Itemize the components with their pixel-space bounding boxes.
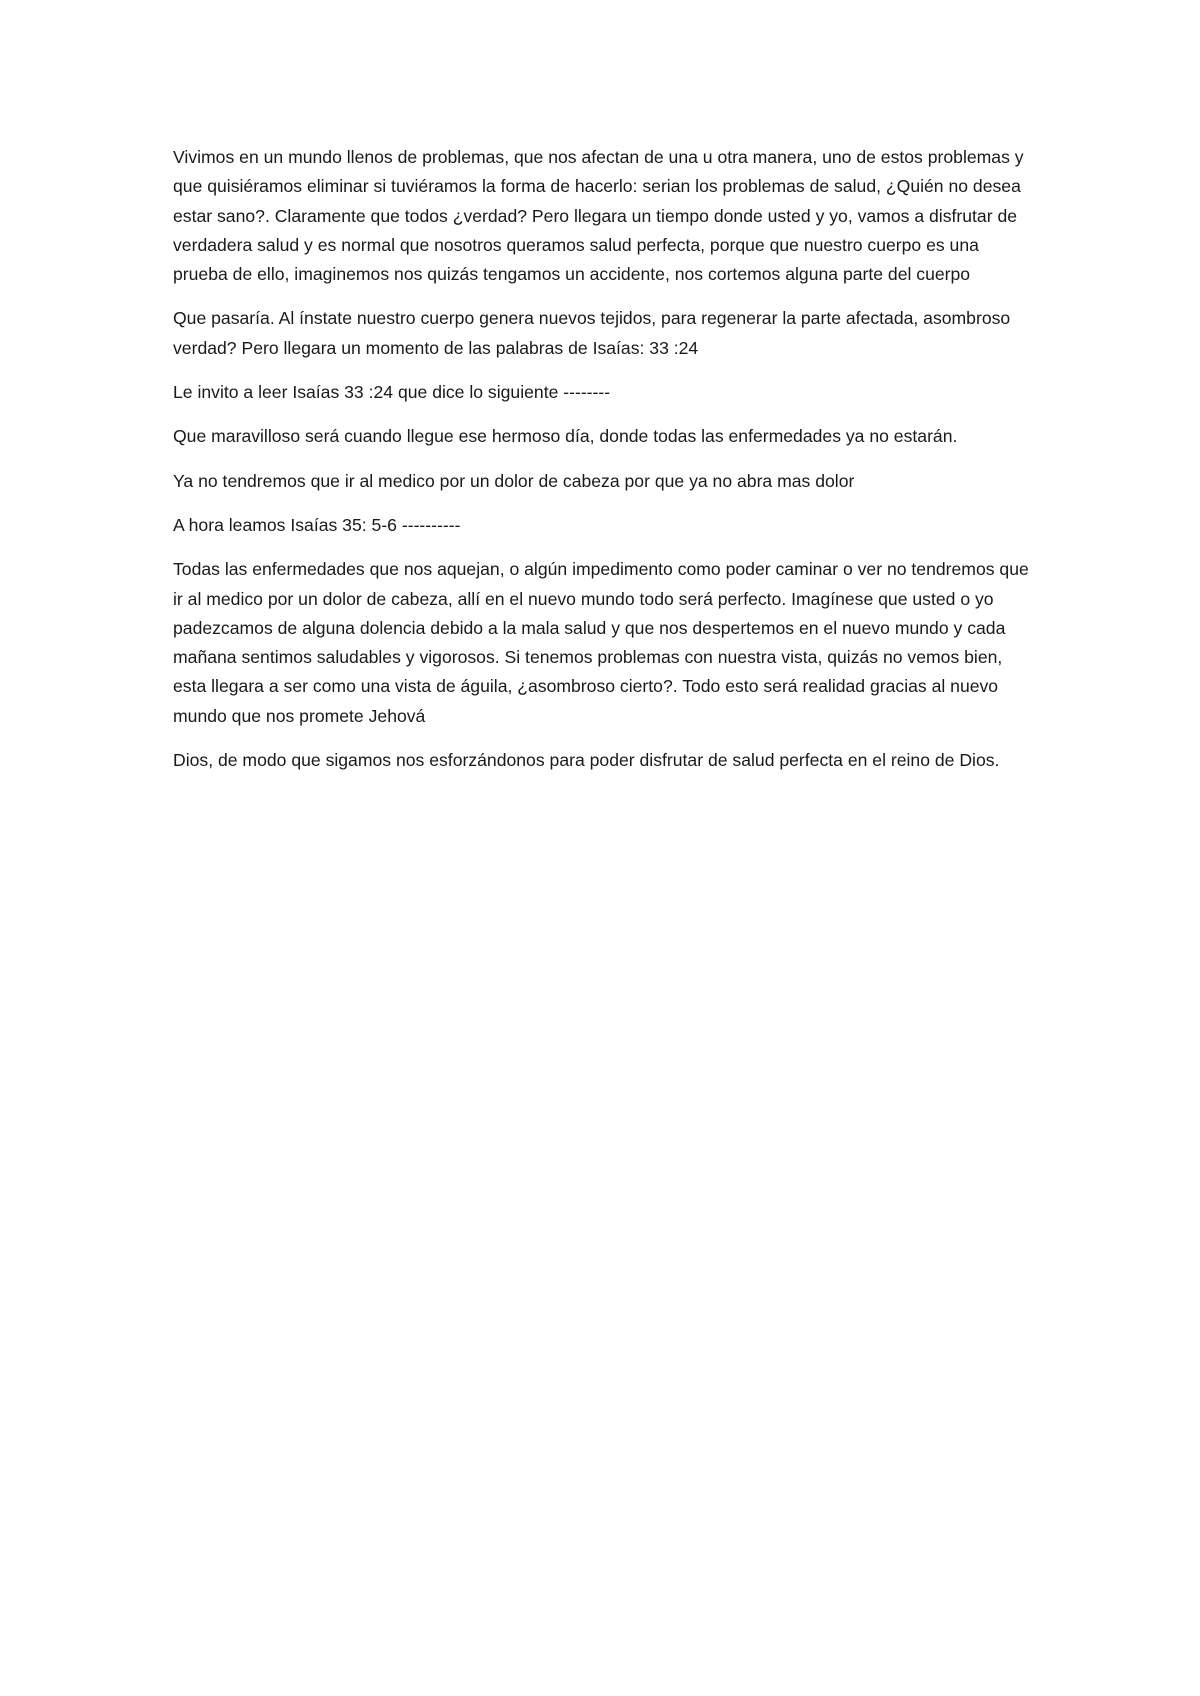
paragraph-3: Le invito a leer Isaías 33 :24 que dice lo siguiente -------- [173, 382, 611, 403]
document-body [173, 143, 1035, 790]
paragraph-7: Todas las enfermedades que nos aquejan, o algún impedimento como poder caminar o ver no tendremos que ir al medico por un dolor de cabeza, allí en el nuevo mundo todo será perfecto. Imagínese que usted o yo padezcamos de alguna dolencia debido a la mala salud y que nos despertemos en el nuevo mundo y cada mañana sentimos saludables y vigorosos. Si tenemos problemas con nuestra vista, quizás no vemos bien, esta llegara a ser como una vista de águila, ¿asombroso cierto?. Todo esto será realidad gracias al nuevo mundo que nos promete Jehová [173, 559, 1029, 726]
paragraph-8: Dios, de modo que sigamos nos esforzándonos para poder disfrutar de salud perfecta en el reino de Dios. [173, 750, 1000, 771]
paragraph-6: A hora leamos Isaías 35: 5-6 ---------- [173, 514, 461, 535]
paragraph-2: Que pasaría. Al ínstate nuestro cuerpo genera nuevos tejidos, para regenerar la parte afectada, asombroso verdad? Pero llegara un momento de las palabras de Isaías: 33 :24 [173, 308, 1011, 358]
paragraph-5: Ya no tendremos que ir al medico por un dolor de cabeza por que ya no abra mas dolor [173, 470, 855, 491]
paragraph-1: Vivimos en un mundo llenos de problemas, que nos afectan de una u otra manera, uno de estos problemas y que quisiéramos eliminar si tuviéramos la forma de hacerlo: serian los problemas de salud, ¿Quién no desea estar sano?. Claramente que todos ¿verdad? Pero llegara un tiempo donde usted y yo, vamos a disfrutar de verdadera salud y es normal que nosotros queramos salud perfecta, porque que nuestro cuerpo es una prueba de ello, imaginemos nos quizás tengamos un accidente, nos cortemos alguna parte del cuerpo [173, 147, 1024, 285]
paragraph-4: Que maravilloso será cuando llegue ese hermoso día, donde todas las enfermedades ya no estarán. [173, 426, 958, 447]
